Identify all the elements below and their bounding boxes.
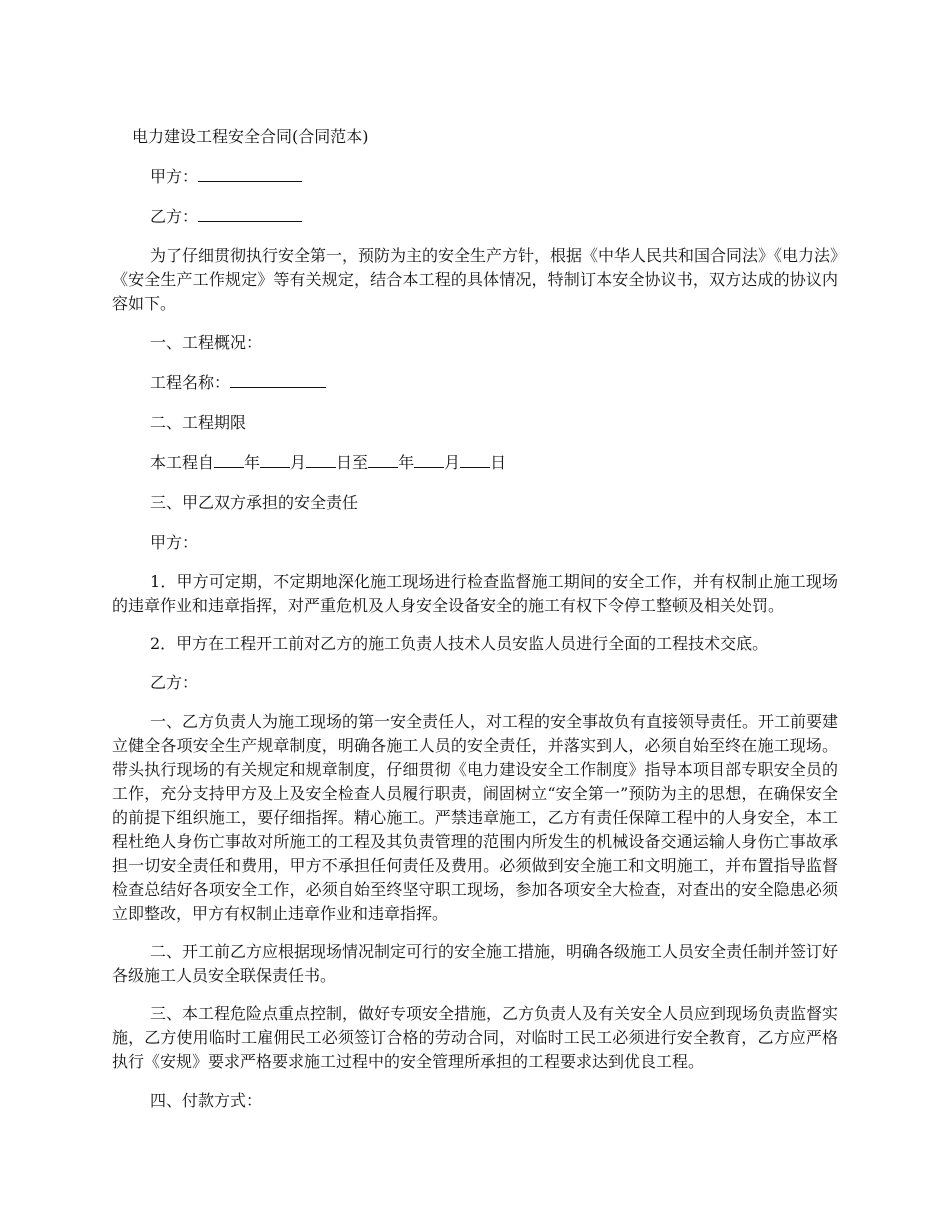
project-name-blank [230,371,326,388]
end-year-blank [368,451,398,468]
period-day-to: 日至 [336,453,369,472]
period-day-end: 日 [490,453,507,472]
party-a-item-1: 1．甲方可定期，不定期地深化施工现场进行检查监督施工期间的安全工作，并有权制止施工现场的违章作业和违章指挥，对严重危机及人身安全设备安全的施工有权下令停工整顿及相关处罚。 [112,572,838,615]
party-a-blank [198,165,302,182]
end-month-blank [414,451,444,468]
project-name-line [112,370,838,396]
party-b-label: 乙方： [150,207,199,226]
period-year1: 年 [244,453,261,472]
party-b-subheading: 乙方： [150,673,199,692]
party-a-item-2: 2．甲方在工程开工前对乙方的施工负责人技术人员安监人员进行全面的工程技术交底。 [150,634,769,653]
end-day-blank [460,451,490,468]
party-b-item-3: 三、本工程危险点重点控制，做好专项安全措施，乙方负责人及有关安全人员应到现场负责监督实施，乙方使用临时工雇佣民工必须签订合格的劳动合同，对临时工民工必须进行安全教育，乙方应严格执行《安规》要求严格要求施工过程中的安全管理所承担的工程要求达到优良工程。 [112,1004,839,1071]
section2-heading: 二、工程期限 [150,413,247,432]
document-title: 电力建设工程安全合同(合同范本) [132,127,369,146]
period-year2: 年 [398,453,415,472]
party-b-item-2: 二、开工前乙方应根据现场情况制定可行的安全施工措施，明确各级施工人员安全责任制并签订好各级施工人员安全联保责任书。 [112,942,839,985]
section3-heading: 三、甲乙双方承担的安全责任 [150,493,359,512]
party-a-line [112,164,838,190]
start-day-blank [306,451,336,468]
party-b-item-1: 一、乙方负责人为施工现场的第一安全责任人，对工程的安全事故负有直接领导责任。开工前要建立健全各项安全生产规章制度，明确各施工人员的安全责任，并落实到人，必须自始至终在施工现场。带头执行现场的有关规定和规章制度，仔细贯彻《电力建设安全工作制度》指导本项目部专职安全员的工作，充分支持甲方及上及安全检查人员履行职责，闹固树立“安全第一”预防为主的思想，在确保安全的前提下组织施工，要仔细指挥。精心施工。严禁违章施工，乙方有责任保障工程中的人身安全，本工程杜绝人身伤亡事故对所施工的工程及其负责管理的范围内所发生的机械设备交通运输人身伤亡事故承担一切安全责任和费用，甲方不承担任何责任及费用。必须做到安全施工和文明施工，并布置指导监督检查总结好各项安全工作，必须自始至终坚守职工现场，参加各项安全大检查，对查出的安全隐患必须立即整改，甲方有权制止违章作业和违章指挥。 [112,712,839,923]
start-year-blank [214,451,244,468]
section4-heading: 四、付款方式： [150,1091,263,1110]
party-b-blank [198,205,302,222]
section1-heading: 一、工程概况： [150,333,263,352]
start-month-blank [260,451,290,468]
project-name-label: 工程名称： [150,373,231,392]
party-a-subheading: 甲方： [150,533,199,552]
period-month1: 月 [290,453,307,472]
party-b-line [112,204,838,230]
period-month2: 月 [444,453,461,472]
party-a-label: 甲方： [150,167,199,186]
intro-paragraph: 为了仔细贯彻执行安全第一，预防为主的安全生产方针，根据《中华人民共和国合同法》《电力法》《安全生产工作规定》等有关规定，结合本工程的具体情况，特制订本安全协议书，双方达成的协议内容如下。 [112,246,839,313]
period-line [112,450,838,476]
period-prefix: 本工程自 [150,453,215,472]
